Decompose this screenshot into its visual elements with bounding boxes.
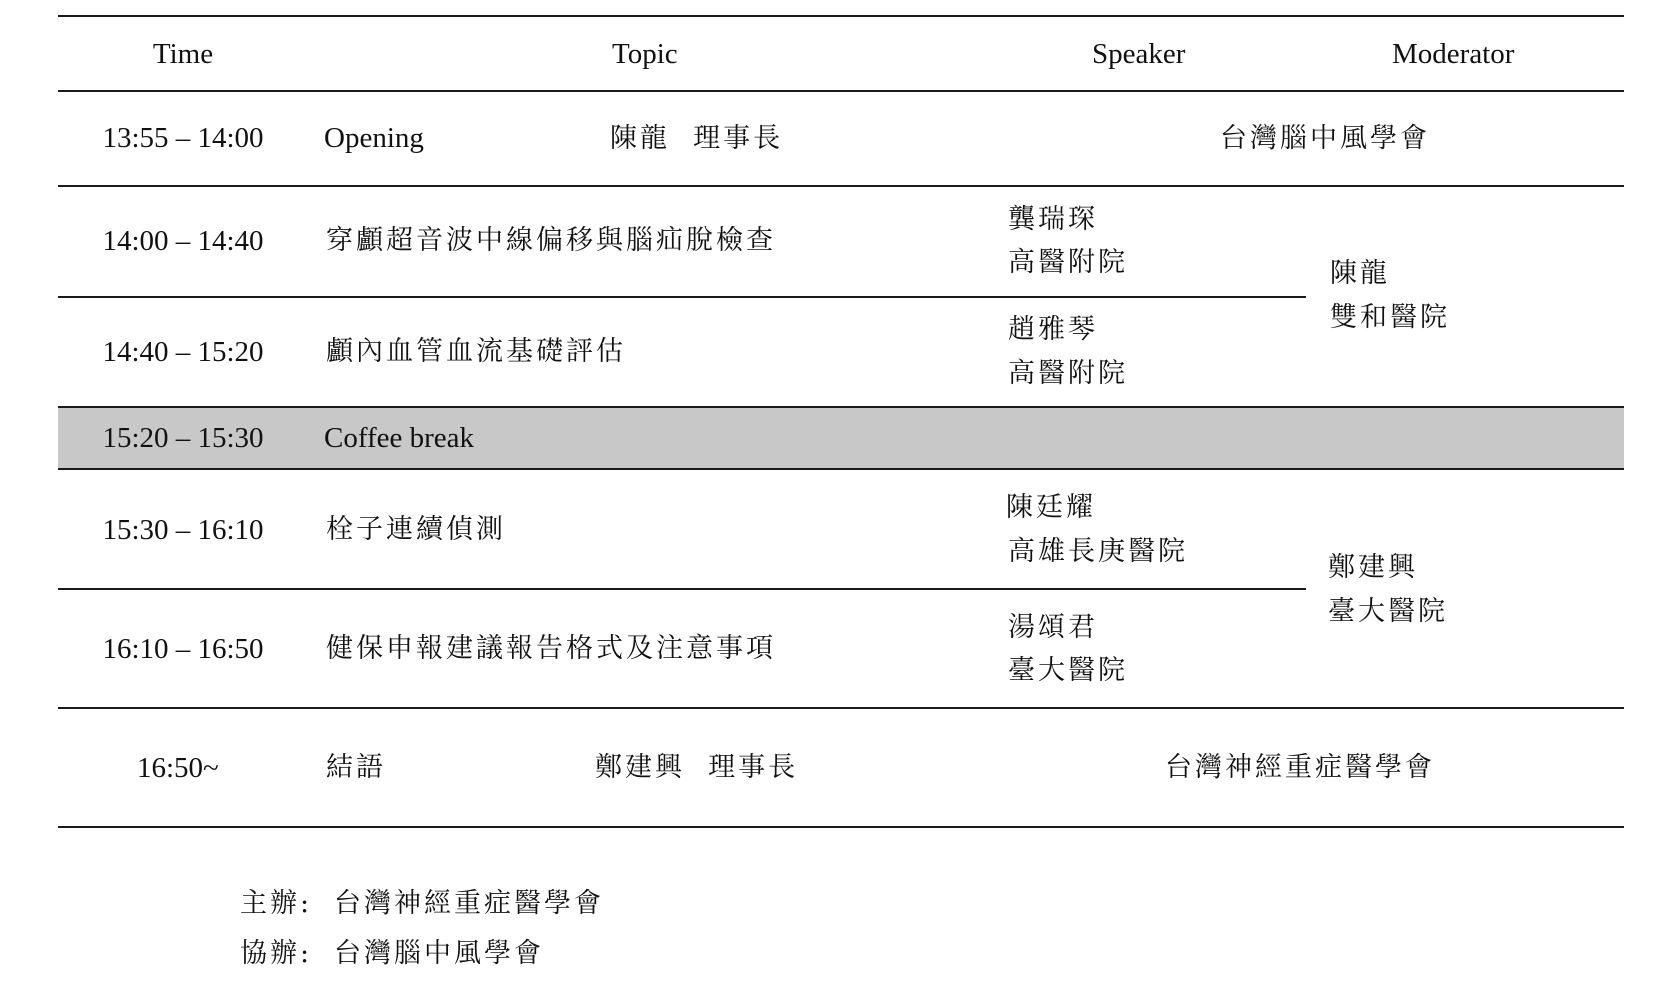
row-time: 13:55 – 14:00 [102, 122, 264, 154]
speaker-name: 趙雅琴 [1008, 314, 1098, 345]
table-top-rule [58, 15, 1624, 17]
row-rule [58, 296, 1306, 298]
header-bottom-rule [58, 90, 1624, 92]
row-topic: 結語 [326, 752, 386, 783]
row-time: 16:10 – 16:50 [102, 633, 264, 665]
row-topic: 顱內血管血流基礎評估 [326, 336, 626, 367]
row-rule [58, 707, 1624, 709]
row-speaker: 鄭建興 理事長 [595, 752, 799, 783]
row-topic: Coffee break [324, 422, 475, 454]
row-time: 16:50~ [137, 752, 219, 784]
row-time: 15:20 – 15:30 [102, 422, 264, 454]
row-rule [58, 468, 1624, 470]
moderator-name: 鄭建興 [1328, 552, 1418, 583]
row-moderator: 台灣神經重症醫學會 [1165, 752, 1435, 783]
row-rule [58, 406, 1624, 408]
row-time: 15:30 – 16:10 [102, 514, 264, 546]
row-topic: 健保申報建議報告格式及注意事項 [326, 633, 776, 664]
row-rule [58, 185, 1624, 187]
row-rule [58, 588, 1306, 590]
header-speaker: Speaker [1092, 38, 1186, 70]
row-time: 14:40 – 15:20 [102, 336, 264, 368]
moderator-name: 陳龍 [1330, 258, 1390, 289]
organizer-label: 主辦: [240, 888, 313, 919]
row-speaker: 陳龍 理事長 [610, 123, 784, 154]
table-bottom-rule [58, 826, 1624, 828]
row-topic: 栓子連續偵測 [326, 514, 506, 545]
row-topic: Opening [324, 122, 424, 154]
organizer: 台灣神經重症醫學會 [334, 888, 604, 919]
speaker-affiliation: 臺大醫院 [1008, 655, 1128, 686]
co-organizer: 台灣腦中風學會 [334, 938, 544, 969]
header-time: Time [152, 38, 214, 70]
speaker-affiliation: 高醫附院 [1008, 247, 1128, 278]
co-organizer-label: 協辦: [240, 938, 313, 969]
header-moderator: Moderator [1392, 38, 1515, 70]
speaker-name: 湯頌君 [1008, 612, 1098, 643]
moderator-affiliation: 臺大醫院 [1328, 596, 1448, 627]
speaker-affiliation: 高雄長庚醫院 [1008, 536, 1188, 567]
row-moderator: 台灣腦中風學會 [1220, 123, 1430, 154]
row-topic: 穿顱超音波中線偏移與腦疝脫檢查 [326, 225, 776, 256]
speaker-name: 龔瑞琛 [1008, 204, 1098, 235]
speaker-name: 陳廷耀 [1006, 492, 1096, 523]
header-topic: Topic [612, 38, 678, 70]
moderator-affiliation: 雙和醫院 [1330, 302, 1450, 333]
speaker-affiliation: 高醫附院 [1008, 358, 1128, 389]
row-time: 14:00 – 14:40 [102, 225, 264, 257]
